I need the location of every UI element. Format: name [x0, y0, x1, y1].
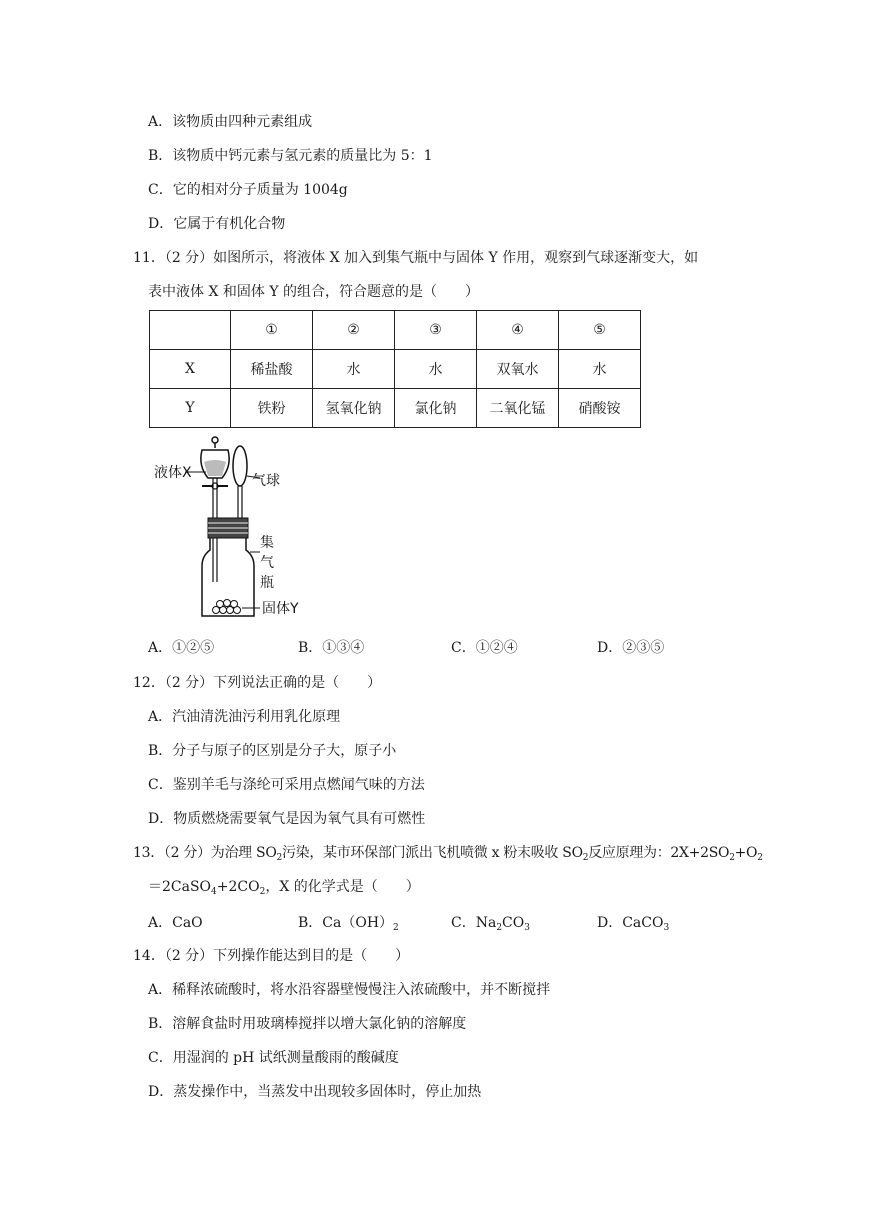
q13-option-d-text: D．CaCO — [597, 915, 664, 931]
q13-sub: 2 — [496, 923, 503, 933]
table-cell: 二氧化锰 — [477, 389, 559, 428]
q13-sub: 2 — [729, 853, 735, 863]
q14-option-a: A．稀释浓硫酸时，将水沿容器壁慢慢注入浓硫酸中，并不断搅拌 — [148, 982, 551, 998]
table-row — [150, 389, 641, 428]
label-balloon: 气球 — [252, 473, 280, 489]
q10-option-b: B．该物质中钙元素与氢元素的质量比为 5：1 — [148, 148, 433, 164]
table-cell: X — [150, 350, 231, 389]
label-bottle-1: 集 — [260, 535, 274, 551]
q14-stem: 14．（2 分）下列操作能达到目的是（ ） — [133, 948, 410, 964]
q13-text: ＝2CaSO — [148, 879, 212, 895]
q10-option-a: A．该物质由四种元素组成 — [148, 114, 313, 130]
q13-sub: 2 — [393, 923, 399, 933]
q11-option-c: C．①②④ — [451, 640, 518, 656]
q13-text: 反应原理为：2X+2SO — [588, 845, 730, 861]
q11-option-a: A．①②⑤ — [148, 640, 215, 656]
table-cell: ⑤ — [559, 311, 641, 350]
table-cell: 硝酸铵 — [559, 389, 641, 428]
q11-stem-line1: 11．（2 分）如图所示，将液体 X 加入到集气瓶中与固体 Y 作用，观察到气球逐渐变大，如 — [133, 250, 699, 266]
q13-sub: 3 — [663, 923, 670, 933]
q11-option-b: B．①③④ — [298, 640, 365, 656]
label-liquid-x: 液体X — [154, 465, 192, 481]
label-solid-y: 固体Y — [262, 601, 299, 617]
q10-option-c: C．它的相对分子质量为 1004g — [148, 182, 348, 198]
q12-option-b: B．分子与原子的区别是分子大，原子小 — [148, 743, 397, 759]
label-bottle-2: 气 — [260, 555, 274, 571]
q13-option-c-text: C．Na — [451, 915, 497, 931]
q12-stem: 12．（2 分）下列说法正确的是（ ） — [133, 675, 382, 691]
table-cell: 稀盐酸 — [231, 350, 313, 389]
q13-text: ，X 的化学式是（ ） — [265, 879, 420, 895]
table-cell: 铁粉 — [231, 389, 313, 428]
q13-sub: 3 — [524, 923, 530, 933]
q14-option-b: B．溶解食盐时用玻璃棒搅拌以增大氯化钠的溶解度 — [148, 1016, 467, 1032]
q13-option-b-text: B．Ca（OH） — [298, 915, 394, 931]
q13-sub: 2 — [582, 853, 589, 863]
table-cell: 水 — [313, 350, 395, 389]
q13-option-a: A．CaO — [148, 915, 203, 931]
table-cell: ① — [231, 311, 313, 350]
table-row — [150, 311, 641, 350]
table-cell: 水 — [395, 350, 477, 389]
q11-table — [149, 310, 641, 428]
q14-option-d: D．蒸发操作中，当蒸发中出现较多固体时，停止加热 — [148, 1084, 482, 1100]
label-bottle-3: 瓶 — [260, 575, 274, 591]
table-cell: ④ — [477, 311, 559, 350]
q13-option-c-text2: CO — [502, 915, 525, 931]
q13-stem-line1 — [133, 843, 763, 863]
q13-stem-line2 — [148, 877, 420, 897]
q12-option-d: D．物质燃烧需要氧气是因为氧气具有可燃性 — [148, 811, 426, 827]
apparatus-diagram — [150, 432, 299, 622]
q11-stem-line2: 表中液体 X 和固体 Y 的组合，符合题意的是（ ） — [148, 284, 480, 300]
q12-option-c: C．鉴别羊毛与涤纶可采用点燃闻气味的方法 — [148, 777, 425, 793]
table-cell: ③ — [395, 311, 477, 350]
table-cell: ② — [313, 311, 395, 350]
table-cell: 氢氧化钠 — [313, 389, 395, 428]
q13-sub: 2 — [757, 853, 763, 863]
q10-option-d: D．它属于有机化合物 — [148, 216, 286, 232]
q13-option-b — [298, 913, 399, 933]
q13-sub: 2 — [259, 887, 266, 897]
q13-option-c — [451, 913, 530, 933]
table-cell: 水 — [559, 350, 641, 389]
q13-option-d — [597, 913, 669, 933]
table-cell: Y — [150, 389, 231, 428]
q12-option-a: A．汽油清洗油污利用乳化原理 — [148, 709, 341, 725]
table-cell — [150, 311, 231, 350]
q14-option-c: C．用湿润的 pH 试纸测量酸雨的酸碱度 — [148, 1050, 399, 1066]
table-cell: 氯化钠 — [395, 389, 477, 428]
q13-text: +O — [734, 845, 758, 861]
q11-option-d: D．②③⑤ — [597, 640, 665, 656]
q13-sub: 2 — [276, 853, 282, 863]
q13-text: 污染，某市环保部门派出飞机喷微 x 粉末吸收 SO — [281, 845, 583, 861]
q13-text: 13．（2 分）为治理 SO — [133, 845, 277, 861]
table-cell: 双氧水 — [477, 350, 559, 389]
q13-text: +2CO — [216, 879, 260, 895]
q13-sub: 4 — [211, 887, 217, 897]
table-row — [150, 350, 641, 389]
